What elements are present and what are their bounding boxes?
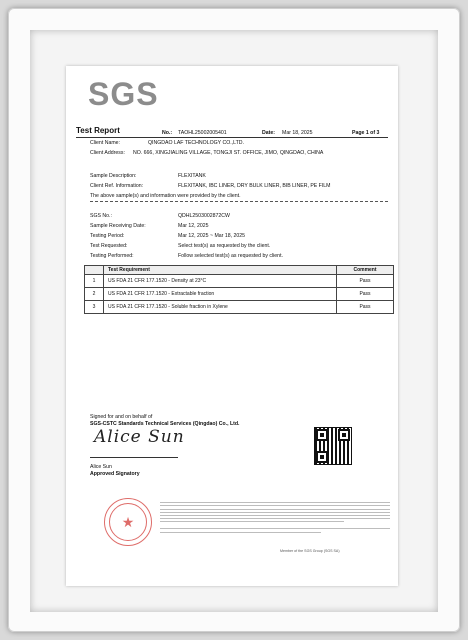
sample-description-label: Sample Description: [90, 173, 137, 179]
receiving-date-label: Sample Receiving Date: [90, 223, 146, 229]
report-no-label: No.: [162, 130, 173, 136]
signed-behalf-line1: Signed for and on behalf of [90, 414, 153, 420]
receiving-date-value: Mar 12, 2025 [178, 223, 209, 229]
test-requirement-table [84, 265, 394, 314]
fine-print-line [160, 512, 390, 513]
company-seal-stamp: ★ [104, 498, 152, 546]
qr-code-icon [315, 428, 351, 464]
row-comment: Pass [337, 275, 394, 288]
test-requested-value: Select test(s) as requested by the client. [178, 243, 271, 249]
client-name-value: QINGDAO LAF TECHNOLOGY CO.,LTD. [148, 140, 244, 146]
row-requirement: US FDA 21 CFR 177.1520 - Soluble fraction in Xylene [104, 301, 337, 314]
testing-period-label: Testing Period: [90, 233, 125, 239]
report-title: Test Report [76, 126, 120, 135]
fine-print-line [160, 502, 390, 503]
signatory-name: Alice Sun [90, 464, 112, 470]
table-row [85, 275, 394, 288]
signatory-role: Approved Signatory [90, 471, 140, 477]
header-rule [76, 137, 388, 138]
row-comment: Pass [337, 288, 394, 301]
fine-print-line [160, 518, 390, 519]
fine-print-line [160, 505, 390, 506]
table-header-num [85, 266, 104, 275]
signature-line [90, 457, 178, 458]
client-ref-value: FLEXITANK, IBC LINER, DRY BULK LINER, BIB LINER, PE FILM [178, 183, 331, 189]
testing-performed-label: Testing Performed: [90, 253, 134, 259]
row-number: 3 [85, 301, 104, 314]
fine-print-line [160, 528, 390, 529]
table-header-requirement: Test Requirement [104, 266, 337, 275]
sgs-no-label: SGS No.: [90, 213, 112, 219]
report-date-label: Date: [262, 130, 275, 136]
section-divider [90, 201, 388, 202]
sgs-member-note: Member of the SGS Group (SGS SA) [280, 549, 340, 553]
fine-print-line [160, 515, 390, 516]
terms-fine-print [160, 500, 390, 535]
handwritten-signature: Alice Sun [94, 427, 185, 447]
row-number: 1 [85, 275, 104, 288]
report-no-value: TAOHL25002005401 [178, 130, 227, 136]
client-address-label: Client Address: [90, 150, 125, 156]
client-name-label: Client Name: [90, 140, 120, 146]
fine-print-line [160, 521, 344, 522]
report-date-value: Mar 18, 2025 [282, 130, 313, 136]
sample-note: The above sample(s) and information were provided by the client. [90, 193, 241, 199]
row-comment: Pass [337, 301, 394, 314]
row-requirement: US FDA 21 CFR 177.1520 - Density at 23°C [104, 275, 337, 288]
client-ref-label: Client Ref. Information: [90, 183, 144, 189]
testing-period-value: Mar 12, 2025 ~ Mar 18, 2025 [178, 233, 246, 239]
sample-description-value: FLEXITANK [178, 173, 206, 179]
sgs-no-value: QDHL2503002872CW [178, 213, 230, 219]
table-header-row [85, 266, 394, 275]
table-row [85, 288, 394, 301]
fine-print-line [160, 532, 321, 533]
page-indicator: Page 1 of 3 [352, 130, 380, 136]
table-header-comment: Comment [337, 266, 394, 275]
row-requirement: US FDA 21 CFR 177.1520 - Extractable fraction [104, 288, 337, 301]
signed-behalf-line2: SGS-CSTC Standards Technical Services (Qingdao) Co., Ltd. [90, 421, 240, 427]
sgs-logo: SGS [88, 76, 159, 112]
fine-print-line [160, 509, 390, 510]
client-address-value: NO. 666, XINGJIALING VILLAGE, TONGJI ST. OFFICE, JIMO, QINGDAO, CHINA [133, 150, 324, 156]
testing-performed-value: Follow selected test(s) as requested by client. [178, 253, 283, 259]
table-row [85, 301, 394, 314]
test-requested-label: Test Requested: [90, 243, 128, 249]
test-report-document [66, 66, 398, 586]
row-number: 2 [85, 288, 104, 301]
